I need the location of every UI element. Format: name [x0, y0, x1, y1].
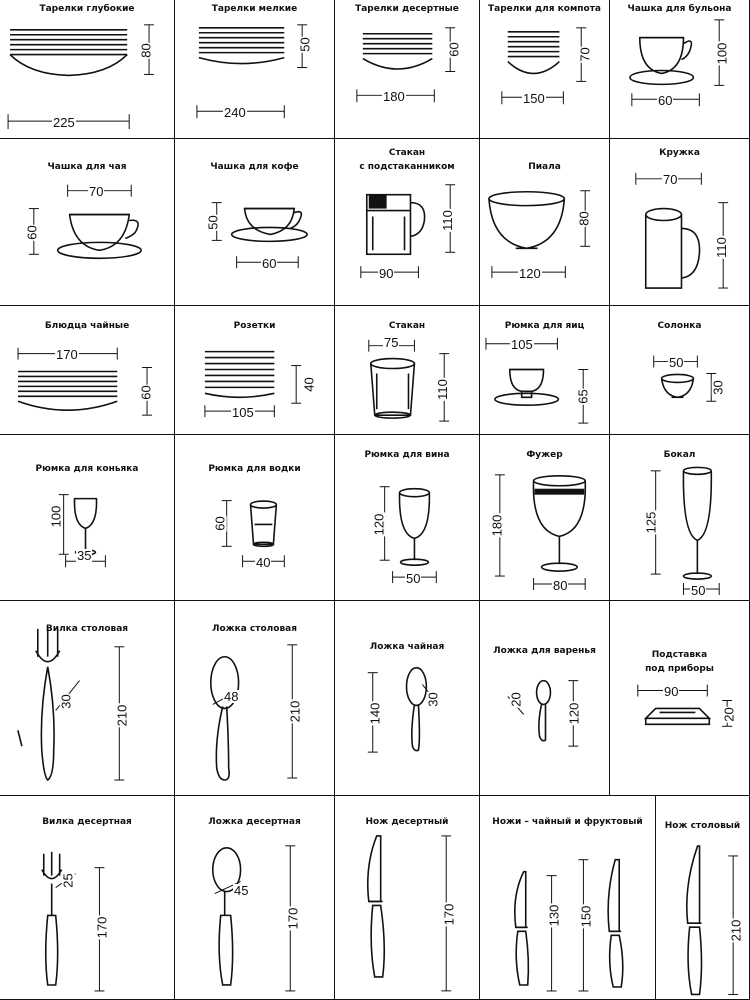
- item-title: Ножи – чайный и фруктовый: [492, 817, 643, 827]
- width-label: 80: [553, 578, 568, 593]
- width-label: 70: [89, 184, 104, 199]
- compote-plates-drawing: [480, 0, 609, 138]
- item-title: Чашка для бульона: [627, 4, 732, 14]
- height-label: 125: [643, 511, 659, 534]
- cell-egg-cup: [480, 306, 610, 435]
- item-title: Рюмка для яиц: [504, 321, 585, 331]
- coffee-cup-drawing: [175, 139, 334, 305]
- tea-knife-length-label: 130: [546, 904, 562, 927]
- height-label: 50: [205, 215, 221, 230]
- width-label: 90: [379, 266, 394, 281]
- salt-cellar-drawing: [610, 306, 749, 434]
- height-label: 65: [575, 389, 591, 404]
- flute-drawing: [610, 435, 749, 600]
- mug-drawing: [610, 139, 749, 305]
- item-title: Тарелки для компота: [487, 4, 601, 14]
- height-label: 110: [439, 210, 455, 231]
- cell-tea-spoon: [335, 601, 480, 796]
- bowl-width-label: 48: [224, 689, 239, 704]
- cell-flat-plates: [175, 0, 335, 139]
- item-title-line-1: Стакан: [388, 148, 426, 158]
- jam-spoon-drawing: [480, 601, 609, 795]
- cell-compote-plates: [480, 0, 610, 139]
- item-title: Нож десертный: [365, 817, 449, 827]
- length-label: 210: [114, 704, 130, 727]
- item-title: Ложка десертная: [208, 817, 301, 827]
- height-label: 80: [576, 211, 592, 226]
- width-label: 170: [56, 347, 78, 362]
- item-title: Тарелки мелкие: [211, 4, 298, 14]
- dessert-spoon-drawing: [175, 796, 334, 999]
- tumbler-drawing: [335, 306, 479, 434]
- cutlery-rest-drawing: [610, 601, 749, 795]
- deep-plates-drawing: [0, 0, 174, 138]
- cell-saucers: [0, 306, 175, 435]
- cell-table-knife: [656, 796, 750, 1000]
- item-title: Блюдца чайные: [44, 321, 130, 331]
- broth-cup-drawing: [610, 0, 749, 138]
- item-title: Ложка столовая: [212, 624, 297, 634]
- cell-deep-plates: [0, 0, 175, 139]
- item-title: Ложка для варенья: [493, 646, 596, 656]
- height-label: 60: [212, 516, 228, 531]
- table-knife-drawing: [656, 796, 749, 999]
- item-title: Вилка десертная: [42, 817, 132, 827]
- dessert-plates-drawing: [335, 0, 479, 138]
- width-label: 70: [663, 172, 678, 187]
- cell-table-fork: [0, 601, 175, 796]
- height-label: 180: [489, 514, 505, 537]
- width-label: 40: [256, 555, 271, 570]
- cell-tea-cup: [0, 139, 175, 306]
- height-label: 100: [48, 505, 64, 528]
- height-label: 60: [446, 42, 462, 57]
- width-label: 60: [262, 256, 277, 271]
- length-label: 170: [441, 903, 457, 926]
- cell-table-spoon: [175, 601, 335, 796]
- height-label: 60: [24, 225, 40, 240]
- item-title-line-2: под приборы: [645, 664, 714, 674]
- width-label: 50: [691, 583, 706, 598]
- item-title: Ложка чайная: [369, 642, 445, 652]
- item-title: Розетки: [233, 321, 276, 331]
- width-label: 150: [523, 91, 545, 106]
- tine-width-label: 25: [60, 873, 76, 888]
- width-label: 75: [384, 335, 399, 350]
- item-title-line-1: Подставка: [651, 650, 708, 660]
- length-label: 170: [94, 916, 110, 939]
- height-label: 80: [138, 43, 154, 58]
- cell-cutlery-rest: [610, 601, 750, 796]
- cell-vodka-glass: [175, 435, 335, 601]
- length-label: 140: [367, 702, 383, 725]
- cell-bowl: [480, 139, 610, 306]
- item-title: Рюмка для водки: [208, 464, 301, 474]
- cell-goblet: [480, 435, 610, 601]
- cell-salt-cellar: [610, 306, 750, 435]
- item-title: Кружка: [659, 148, 700, 158]
- length-label: 210: [728, 919, 744, 942]
- item-title: Чашка для чая: [47, 162, 127, 172]
- item-title: Пиала: [528, 162, 561, 172]
- width-label: 105: [511, 337, 533, 352]
- height-label: 30: [710, 380, 726, 395]
- cell-wine-glass: [335, 435, 480, 601]
- cell-tea-fruit-knives: [480, 796, 656, 1000]
- height-label: 110: [434, 379, 450, 400]
- width-label: 240: [224, 105, 246, 120]
- width-label: 35: [77, 548, 92, 563]
- length-label: 210: [287, 700, 303, 723]
- height-label: 50: [297, 37, 313, 52]
- glass-with-holder-drawing: [335, 139, 479, 305]
- item-title: Нож столовый: [664, 821, 741, 831]
- dessert-fork-drawing: [0, 796, 174, 999]
- tea-fruit-knives-drawing: [480, 796, 655, 999]
- cell-jam-spoon: [480, 601, 610, 796]
- flat-plates-drawing: [175, 0, 334, 138]
- height-label: 70: [577, 47, 593, 62]
- bowl-width-label: 45: [234, 883, 249, 898]
- dessert-knife-drawing: [335, 796, 479, 999]
- width-label: 60: [658, 93, 673, 108]
- cell-dessert-knife: [335, 796, 480, 1000]
- egg-cup-drawing: [480, 306, 609, 434]
- width-label: 120: [519, 266, 541, 281]
- saucers-drawing: [0, 306, 174, 434]
- cell-dessert-fork: [0, 796, 175, 1000]
- item-title: Солонка: [657, 321, 702, 331]
- length-label: 170: [285, 907, 301, 930]
- item-title: Рюмка для вина: [364, 450, 450, 460]
- tine-width-label: 30: [58, 694, 74, 709]
- bowl-width-label: 30: [425, 692, 441, 707]
- height-label: 110: [713, 237, 729, 258]
- height-label: 60: [138, 385, 154, 400]
- tea-cup-drawing: [0, 139, 174, 305]
- width-label: 50: [406, 571, 421, 586]
- height-label: 120: [371, 513, 387, 536]
- height-label: 40: [301, 377, 317, 392]
- item-title: Вилка столовая: [45, 624, 129, 634]
- item-title-line-2: с подстаканником: [359, 162, 455, 172]
- item-title: Тарелки глубокие: [39, 4, 135, 14]
- item-title: Чашка для кофе: [210, 162, 299, 172]
- cell-glass-with-holder: [335, 139, 480, 306]
- item-title: Стакан: [388, 321, 426, 331]
- cognac-glass-drawing: [0, 435, 174, 600]
- cell-broth-cup: [610, 0, 750, 139]
- width-label: 50: [669, 355, 684, 370]
- cell-flute: [610, 435, 750, 601]
- fruit-knife-length-label: 150: [578, 905, 594, 928]
- width-label: 90: [664, 684, 679, 699]
- cell-mug: [610, 139, 750, 306]
- item-title: Бокал: [663, 450, 696, 460]
- length-label: 120: [566, 702, 582, 725]
- table-spoon-drawing: [175, 601, 334, 795]
- cell-tumbler: [335, 306, 480, 435]
- bowl-width-label: 20: [508, 692, 524, 707]
- width-label: 180: [383, 89, 405, 104]
- cell-rosettes: [175, 306, 335, 435]
- cell-dessert-plates: [335, 0, 480, 139]
- width-label: 105: [232, 405, 254, 420]
- height-label: 20: [721, 707, 737, 722]
- width-label: 225: [53, 115, 75, 130]
- tea-spoon-drawing: [335, 601, 479, 795]
- height-label: 100: [714, 42, 730, 65]
- cell-coffee-cup: [175, 139, 335, 306]
- table-fork-drawing: [0, 601, 174, 795]
- vodka-glass-drawing: [175, 435, 334, 600]
- item-title: Тарелки десертные: [355, 4, 459, 14]
- item-title: Фужер: [526, 450, 563, 460]
- cell-cognac-glass: [0, 435, 175, 601]
- cell-dessert-spoon: [175, 796, 335, 1000]
- item-title: Рюмка для коньяка: [35, 464, 139, 474]
